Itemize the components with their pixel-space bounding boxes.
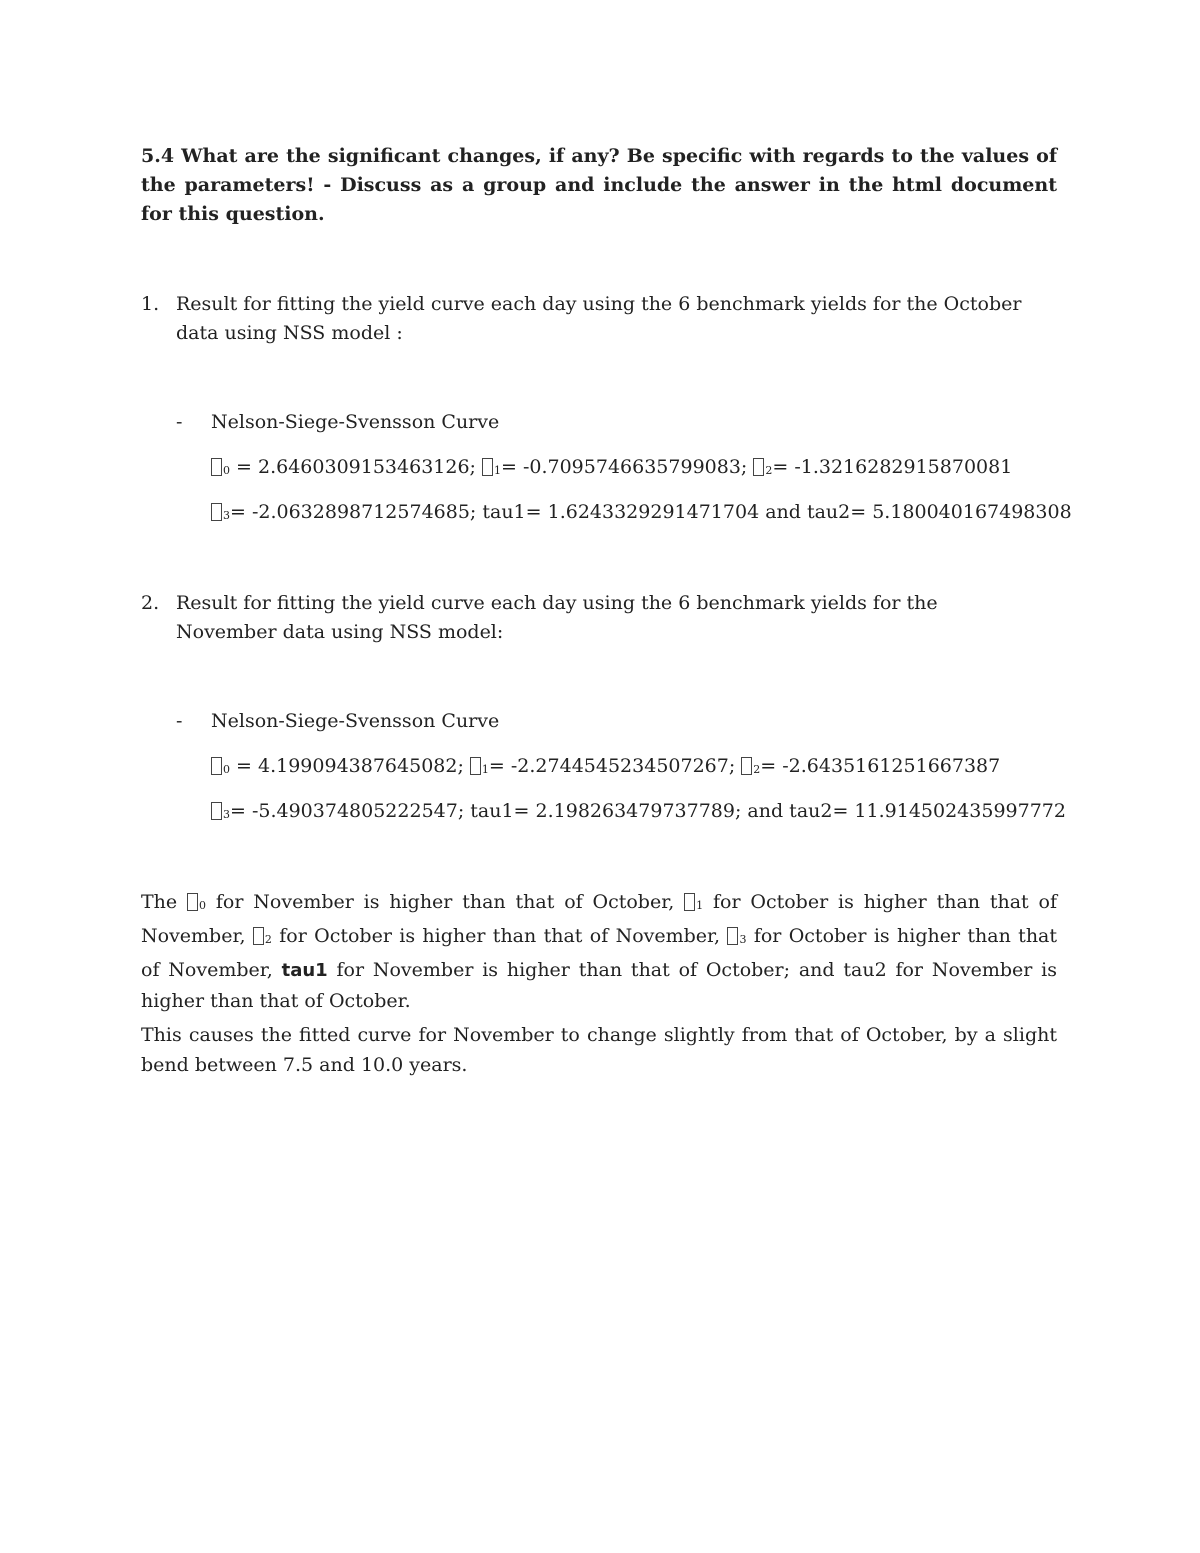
subscript: 2: [765, 464, 773, 477]
curve-label: Nelson-Siege-Svensson Curve: [211, 710, 500, 732]
curve-label: Nelson-Siege-Svensson Curve: [211, 411, 500, 433]
subscript: 1: [481, 763, 489, 776]
list-item-november: [141, 589, 1041, 647]
tau1-word: tau1: [281, 960, 328, 981]
beta-glyph-icon: [470, 757, 481, 775]
params-october-line2: [211, 498, 1072, 530]
params-october-line1: [211, 453, 1012, 485]
subscript: 3: [223, 509, 230, 522]
subscript: 1: [494, 464, 501, 477]
beta-glyph-icon: [187, 893, 198, 911]
list-item-october: [141, 290, 1041, 348]
subscript: 3: [739, 933, 747, 946]
list-text: Result for fitting the yield curve each day using the 6 benchmark yields for the October data using NSS model :: [176, 293, 1022, 344]
text-run: for October is higher than that of November,: [279, 925, 721, 947]
comparison-paragraph: [141, 887, 1057, 1016]
beta-glyph-icon: [211, 503, 222, 521]
subscript: 0: [199, 899, 207, 912]
conclusion-paragraph: This causes the fitted curve for November to change slightly from that of October, by a slight bend between 7.5 and 10.0 years.: [141, 1024, 1057, 1076]
text-run: for November is higher than that of October; and tau2 for November is higher than that of October.: [141, 959, 1057, 1012]
list-number: 2.: [141, 592, 160, 614]
beta1-value: = -0.7095746635799083;: [501, 456, 748, 478]
params-november-line2: [211, 797, 1066, 829]
text-run: The: [141, 891, 178, 913]
list-number: 1.: [141, 293, 160, 315]
text-run: for October is higher than that of November,: [141, 891, 1058, 947]
beta3-tau-values: = -2.0632898712574685; tau1= 1.6243329291471704 and tau2= 5.180040167498308: [230, 501, 1072, 523]
bullet-dash: -: [176, 411, 183, 433]
beta2-value: = -1.3216282915870081: [772, 456, 1013, 478]
beta-glyph-icon: [753, 458, 764, 476]
subscript: 1: [696, 899, 704, 912]
subscript: 0: [223, 763, 230, 776]
beta-glyph-icon: [741, 757, 752, 775]
beta-glyph-icon: [684, 893, 695, 911]
params-november-line1: [211, 752, 1000, 784]
curve-bullet-november: [176, 707, 499, 736]
text-run: for October is higher than that of November,: [141, 925, 1058, 981]
beta0-value: = 2.6460309153463126;: [236, 456, 476, 478]
curve-bullet-october: [176, 408, 499, 437]
subscript: 3: [223, 808, 230, 821]
beta0-value: = 4.199094387645082;: [236, 755, 464, 777]
beta-glyph-icon: [253, 927, 264, 945]
list-text: Result for fitting the yield curve each day using the 6 benchmark yields for the November data using NSS model:: [176, 592, 938, 643]
subscript: 0: [223, 464, 230, 477]
beta-glyph-icon: [211, 802, 222, 820]
beta1-value: = -2.2744545234507267;: [488, 755, 736, 777]
beta2-value: = -2.6435161251667387: [760, 755, 1001, 777]
bullet-dash: -: [176, 710, 183, 732]
beta-glyph-icon: [727, 927, 738, 945]
beta-glyph-icon: [211, 458, 222, 476]
beta3-tau-values: = -5.490374805222547; tau1= 2.198263479737789; and tau2= 11.914502435997772: [230, 800, 1066, 822]
beta-glyph-icon: [211, 757, 222, 775]
text-run: for November is higher than that of October,: [215, 891, 675, 913]
subscript: 2: [753, 763, 761, 776]
subscript: 2: [264, 933, 272, 946]
beta-glyph-icon: [482, 458, 493, 476]
question-heading: 5.4 What are the significant changes, if any? Be specific with regards to the values of the parameters! - Discuss as a group and include the answer in the html document for this question.: [141, 145, 1057, 225]
